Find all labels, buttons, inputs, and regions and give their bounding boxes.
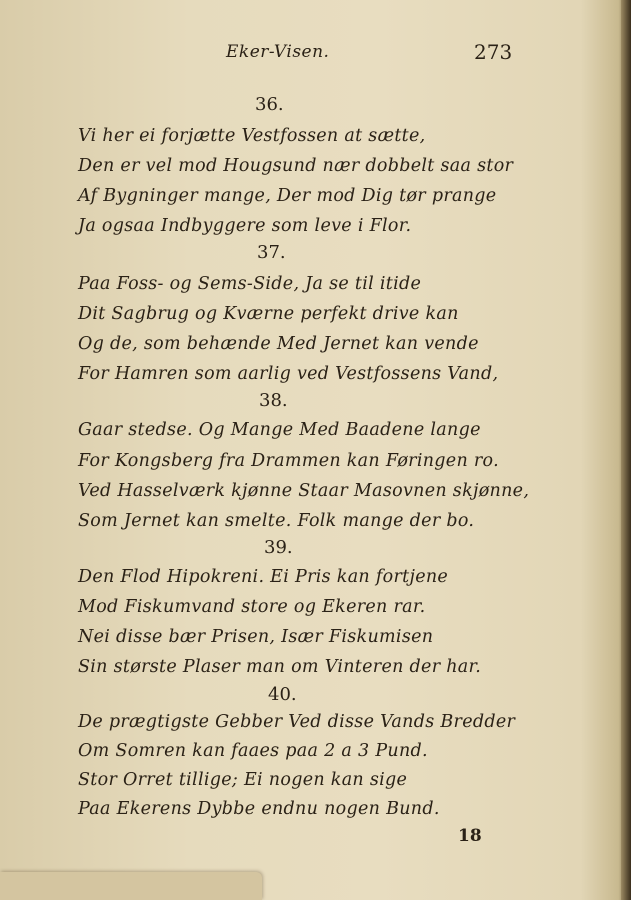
verse-line: Gaar stedse. Og Mange Med Baadene lange xyxy=(78,420,481,440)
stanza-number: 38. xyxy=(259,390,288,411)
verse-line: Nei disse bær Prisen, Især Fiskumisen xyxy=(78,627,434,647)
signature-mark: 18 xyxy=(458,826,482,846)
verse-line: Dit Sagbrug og Kværne perfekt drive kan xyxy=(78,304,459,324)
verse-line: Af Bygninger mange, Der mod Dig tør prange xyxy=(78,186,497,206)
verse-line: Sin største Plaser man om Vinteren der har. xyxy=(78,657,482,677)
verse-line: Vi her ei forjætte Vestfossen at sætte, xyxy=(78,126,426,146)
verse-line: For Kongsberg fra Drammen kan Føringen ro. xyxy=(78,451,499,471)
stanza-number: 37. xyxy=(257,242,286,263)
book-spine xyxy=(621,0,631,900)
running-head: Eker-Visen. xyxy=(226,42,330,62)
verse-line: Paa Foss- og Sems-Side, Ja se til itide xyxy=(78,274,422,294)
verse-line: De prægtigste Gebber Ved disse Vands Bredder xyxy=(78,712,516,732)
verse-line: Ved Hasselværk kjønne Staar Masovnen skjønne, xyxy=(78,481,530,501)
verse-line: For Hamren som aarlig ved Vestfossens Vand, xyxy=(78,364,499,384)
verse-line: Den er vel mod Hougsund nær dobbelt saa stor xyxy=(78,156,514,176)
page-corner-shadow xyxy=(0,872,262,900)
stanza-number: 36. xyxy=(255,94,284,115)
verse-line: Som Jernet kan smelte. Folk mange der bo. xyxy=(78,511,475,531)
verse-line: Og de, som behænde Med Jernet kan vende xyxy=(78,334,479,354)
stanza-number: 39. xyxy=(264,537,293,558)
stanza-number: 40. xyxy=(268,684,297,705)
verse-line: Mod Fiskumvand store og Ekeren rar. xyxy=(78,597,426,617)
verse-line: Den Flod Hipokreni. Ei Pris kan fortjene xyxy=(78,567,449,587)
page-number: 273 xyxy=(474,40,513,64)
verse-line: Om Somren kan faaes paa 2 a 3 Pund. xyxy=(78,741,428,761)
verse-line: Paa Ekerens Dybbe endnu nogen Bund. xyxy=(78,799,440,819)
verse-line: Stor Orret tillige; Ei nogen kan sige xyxy=(78,770,408,790)
verse-line: Ja ogsaa Indbyggere som leve i Flor. xyxy=(78,216,412,236)
